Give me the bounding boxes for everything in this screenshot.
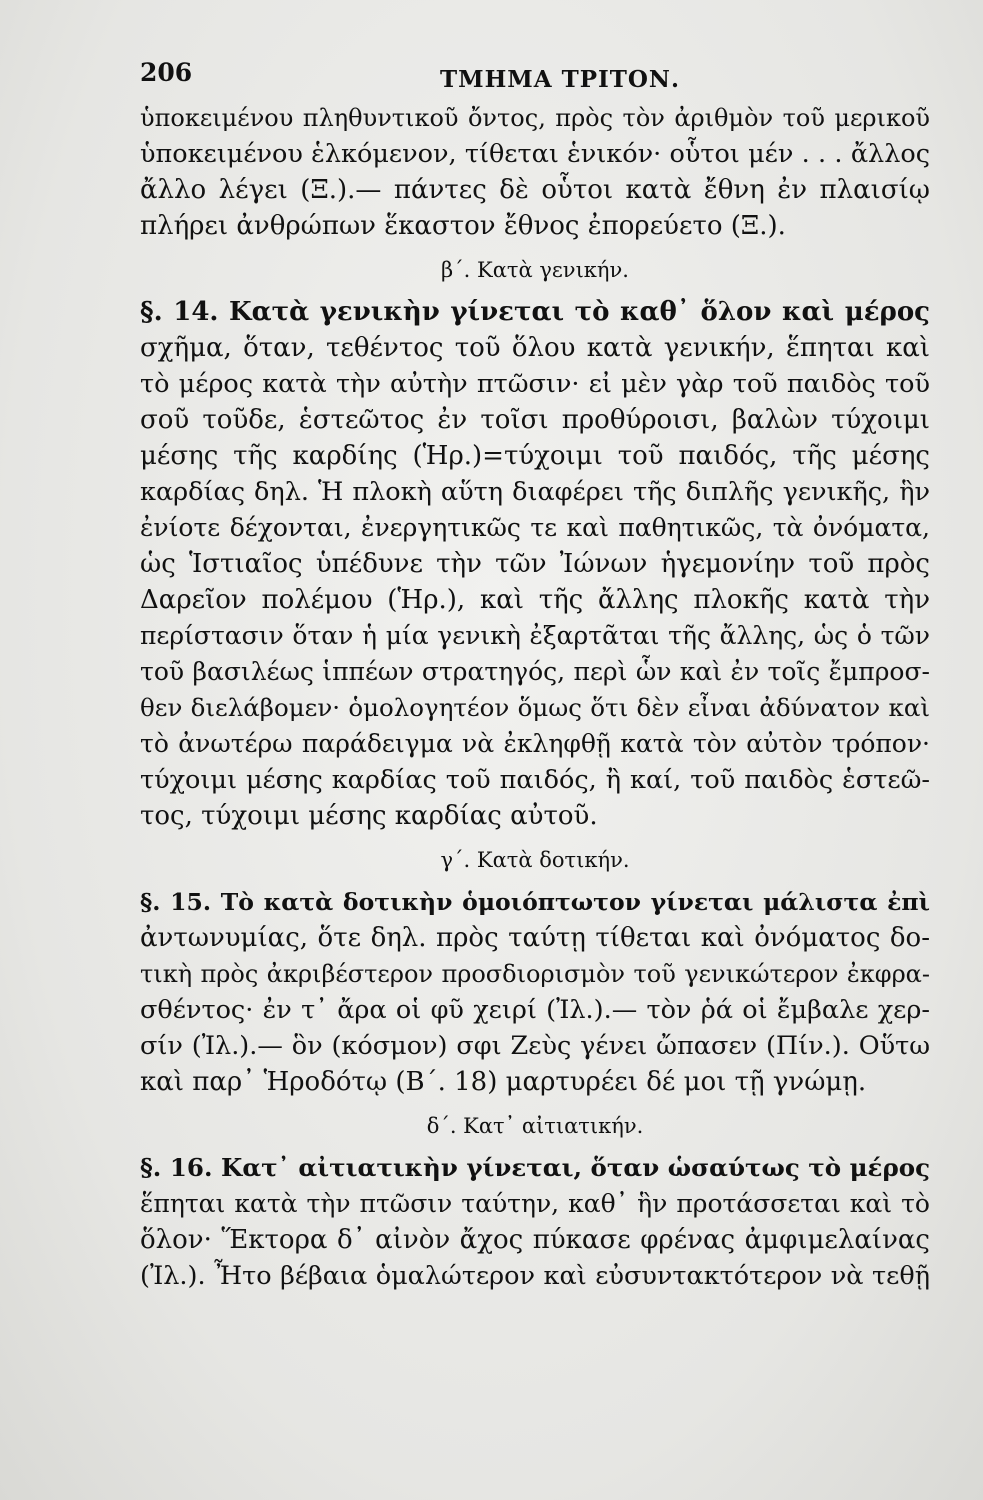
text-line: ἄλλο λέγει (Ξ.).— πάντες δὲ οὗτοι κατὰ ἔθνη ἐν πλαισίῳ [140, 175, 930, 205]
text-line: ἀντωνυμίας, ὅτε δηλ. πρὸς ταύτῃ τίθεται καὶ ὀνόματος δο- [140, 923, 930, 953]
paragraph-15 [140, 884, 930, 1100]
text-line: σοῦ τοῦδε, ἑστεῶτος ἐν τοῖσι προθύροισι, βαλὼν τύχοιμι [140, 405, 930, 435]
text-line: καρδίας δηλ. Ἡ πλοκὴ αὕτη διαφέρει τῆς διπλῆς γενικῆς, ἣν [140, 477, 930, 507]
text-line: §. 16. Κατ᾽ αἰτιατικὴν γίνεται, ὅταν ὡσαύτως τὸ μέρος [140, 1153, 930, 1182]
text-line: ἐνίοτε δέχονται, ἐνεργητικῶς τε καὶ παθητικῶς, τὰ ὀνόματα, [140, 513, 930, 542]
text-line: καὶ παρ᾽ Ἡροδότῳ (Β΄. 18) μαρτυρέει δέ μοι τῇ γνώμῃ. [140, 1067, 867, 1097]
text-line: τικὴ πρὸς ἀκριβέστερον προσδιορισμὸν τοῦ γενικώτερον ἐκφρα- [140, 960, 930, 988]
paragraph-14 [140, 294, 930, 834]
text-line: σχῆμα, ὅταν, τεθέντος τοῦ ὅλου κατὰ γενικήν, ἕπηται καὶ [140, 333, 930, 363]
text-line: πλήρει ἀνθρώπων ἕκαστον ἔθνος ἐπορεύετο (Ξ.). [140, 211, 786, 241]
text-line: θεν διελάβομεν· ὁμολογητέον ὅμως ὅτι δὲν εἶναι ἀδύνατον καὶ [140, 693, 930, 722]
text-line: ὡς Ἱστιαῖος ὑπέδυνε τὴν τῶν Ἰώνων ἡγεμονίην τοῦ πρὸς [140, 549, 930, 579]
text-line: σθέντος· ἐν τ᾽ ἄρα οἱ φῦ χειρί (Ἰλ.).— τὸν ῥά οἱ ἔμβαλε χερ- [140, 995, 930, 1025]
text-line: τὸ ἀνωτέρω παράδειγμα νὰ ἐκληφθῇ κατὰ τὸν αὐτὸν τρόπον· [140, 729, 930, 758]
paragraph-intro [140, 100, 930, 244]
page-number: 206 [140, 58, 193, 87]
text-line: μέσης τῆς καρδίης (Ἡρ.)=τύχοιμι τοῦ παιδός, τῆς μέσης [140, 441, 930, 471]
section-heading-dative: γ΄. Κατὰ δοτικήν. [440, 848, 630, 872]
running-head: ΤΜΗΜΑ ΤΡΙΤΟΝ. [440, 66, 680, 93]
page-header [140, 58, 920, 98]
text-line: ὅλον· Ἕκτορα δ᾽ αἰνὸν ἄχος πύκασε φρένας ἀμφιμελαίνας [140, 1225, 930, 1255]
text-line: περίστασιν ὅταν ἡ μία γενικὴ ἐξαρτᾶται τῆς ἄλλης, ὡς ὁ τῶν [140, 621, 930, 650]
text-line: §. 14. Κατὰ γενικὴν γίνεται τὸ καθ᾽ ὅλον καὶ μέρος [140, 297, 930, 327]
text-line: Δαρεῖον πολέμου (Ἡρ.), καὶ τῆς ἄλλης πλοκῆς κατὰ τὴν [140, 585, 930, 615]
body-text [140, 100, 930, 1294]
text-line: τος, τύχοιμι μέσης καρδίας αὐτοῦ. [140, 801, 598, 831]
text-line: τοῦ βασιλέως ἱππέων στρατηγός, περὶ ὧν καὶ ἐν τοῖς ἔμπροσ- [140, 657, 930, 686]
section-heading-genitive: β΄. Κατὰ γενικήν. [441, 258, 629, 282]
text-line: τὸ μέρος κατὰ τὴν αὐτὴν πτῶσιν· εἰ μὲν γὰρ τοῦ παιδὸς τοῦ [140, 369, 930, 399]
text-line: ὑποκειμένου ἑλκόμενον, τίθεται ἑνικόν· οὗτοι μέν . . . ἄλλος [140, 139, 930, 169]
section-heading-accusative: δ΄. Κατ᾽ αἰτιατικήν. [426, 1114, 644, 1138]
text-line: ἕπηται κατὰ τὴν πτῶσιν ταύτην, καθ᾽ ἣν προτάσσεται καὶ τὸ [140, 1189, 930, 1218]
text-line: (Ἰλ.). Ἦτο βέβαια ὁμαλώτερον καὶ εὐσυντακτότερον νὰ τεθῇ [140, 1261, 930, 1291]
text-line: σίν (Ἰλ.).— ὃν (κόσμον) σφι Ζεὺς γένει ὤπασεν (Πίν.). Οὕτω [140, 1031, 930, 1061]
text-line: τύχοιμι μέσης καρδίας τοῦ παιδός, ἢ καί, τοῦ παιδὸς ἑστεῶ- [140, 765, 930, 795]
text-line: ὑποκειμένου πληθυντικοῦ ὄντος, πρὸς τὸν ἀριθμὸν τοῦ μερικοῦ [140, 104, 930, 132]
paragraph-16 [140, 1150, 930, 1294]
text-line: §. 15. Τὸ κατὰ δοτικὴν ὁμοιόπτωτον γίνεται μάλιστα ἐπὶ [140, 888, 930, 916]
